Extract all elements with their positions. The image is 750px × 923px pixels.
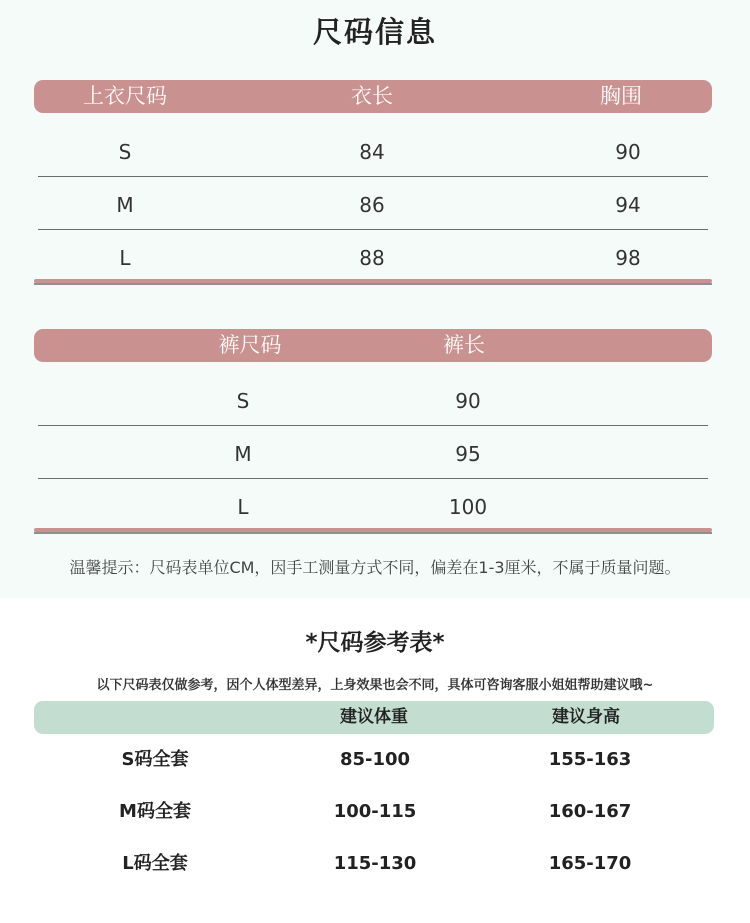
set-cell: S码全套: [121, 749, 189, 770]
table-row: [38, 179, 708, 232]
header-height: 建议身高: [552, 707, 620, 727]
table-row: [38, 481, 708, 534]
reference-title: *尺码参考表*: [305, 630, 445, 656]
table-bottom-shadow: [34, 283, 712, 285]
header-weight: 建议体重: [340, 707, 408, 727]
pants-size-table: [34, 329, 712, 537]
table-row: [0, 740, 750, 780]
size-cell: L: [119, 246, 131, 270]
page-title: 尺码信息: [312, 15, 437, 49]
size-cell: L: [237, 495, 249, 519]
length-cell: 90: [455, 389, 481, 413]
chest-cell: 90: [615, 140, 641, 164]
header-top-size: 上衣尺码: [83, 84, 167, 108]
top-size-table: [34, 80, 712, 288]
size-cell: M: [234, 442, 252, 466]
table-bottom-shadow: [34, 532, 712, 534]
header-pants-size: 裤尺码: [218, 333, 282, 357]
table-row: [0, 792, 750, 832]
size-cell: M: [116, 193, 134, 217]
weight-cell: 115-130: [333, 853, 417, 874]
size-cell: S: [236, 389, 250, 413]
height-cell: 165-170: [548, 853, 632, 874]
length-cell: 100: [448, 495, 488, 519]
table-row: [38, 232, 708, 285]
table-row: [0, 844, 750, 884]
height-cell: 160-167: [548, 801, 632, 822]
row-divider: [38, 176, 708, 177]
row-divider: [38, 478, 708, 479]
size-cell: S: [118, 140, 132, 164]
table-row: [38, 375, 708, 428]
set-cell: M码全套: [119, 801, 191, 822]
header-chest: 胸围: [600, 84, 642, 108]
length-cell: 84: [359, 140, 385, 164]
header-pants-length: 裤长: [443, 333, 485, 357]
table-row: [38, 126, 708, 179]
length-cell: 86: [359, 193, 385, 217]
table-row: [38, 428, 708, 481]
reference-subtitle: 以下尺码表仅做参考，因个人体型差异，上身效果也会不同，具体可咨询客服小姐姐帮助建议哦~: [96, 678, 654, 693]
chest-cell: 98: [615, 246, 641, 270]
set-cell: L码全套: [122, 853, 188, 874]
length-cell: 88: [359, 246, 385, 270]
measurement-note: 温馨提示：尺码表单位CM，因手工测量方式不同，偏差在1-3厘米，不属于质量问题。: [69, 558, 681, 577]
top-table-header: [34, 80, 712, 113]
chest-cell: 94: [615, 193, 641, 217]
reference-table-header: [34, 701, 714, 734]
header-top-length: 衣长: [351, 84, 393, 108]
height-cell: 155-163: [548, 749, 632, 770]
weight-cell: 85-100: [339, 749, 411, 770]
row-divider: [38, 425, 708, 426]
length-cell: 95: [455, 442, 481, 466]
weight-cell: 100-115: [333, 801, 417, 822]
row-divider: [38, 229, 708, 230]
pants-table-header: [34, 329, 712, 362]
